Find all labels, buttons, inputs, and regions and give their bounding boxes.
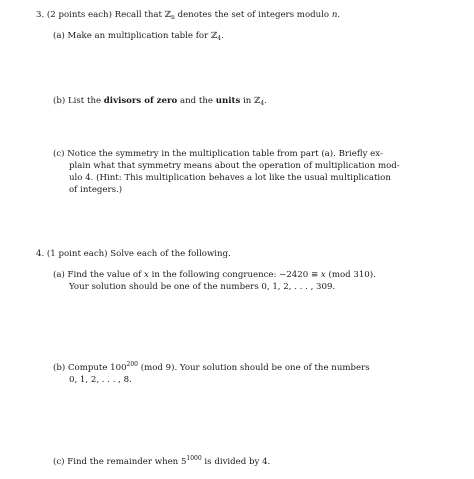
q3b-mid: and the xyxy=(177,96,216,106)
q3-header-var: n xyxy=(331,10,338,20)
question-3a xyxy=(53,31,224,43)
q4a-var: x xyxy=(144,270,149,280)
q4c-exponent: 1000 xyxy=(186,455,202,462)
question-3c-line-2: plain what that symmetry means about the operation of multiplication mod- xyxy=(69,161,400,171)
q4b-exponent: 200 xyxy=(126,361,138,368)
question-4a-line-1 xyxy=(53,270,376,282)
question-4c xyxy=(53,457,270,469)
q3a-sub: 4 xyxy=(217,35,222,42)
q4b-end: (mod 9). Your solution should be one of the numbers xyxy=(138,363,370,373)
q4a-var2: x xyxy=(320,270,326,280)
q3b-prefix: (b) List the xyxy=(53,96,104,106)
q4a-mid: in the following congruence: −2420 ≡ xyxy=(148,270,321,280)
q3-header-end: . xyxy=(337,10,341,20)
q4b-prefix: (b) Compute 100 xyxy=(53,363,127,373)
q3-header-sub: n xyxy=(170,14,175,21)
q3-header-text: 3. (2 points each) Recall that ℤ xyxy=(36,10,171,20)
q3b-end: . xyxy=(264,96,267,106)
q4a-prefix: (a) Find the value of xyxy=(53,270,145,280)
q3b-divisors-of-zero: divisors of zero xyxy=(103,96,178,106)
question-3-header xyxy=(36,10,340,22)
question-3b xyxy=(53,96,267,108)
q3b-units: units xyxy=(215,96,241,106)
q3b-in: in ℤ xyxy=(240,96,261,106)
question-3c-line-3: ulo 4. (Hint: This multiplication behaves a lot like the usual multiplication xyxy=(69,173,391,183)
q3a-text: (a) Make an multiplication table for ℤ xyxy=(53,31,218,41)
q4c-end: is divided by 4. xyxy=(201,457,271,467)
question-4-header: 4. (1 point each) Solve each of the following. xyxy=(36,249,231,259)
q3b-sub: 4 xyxy=(260,100,265,107)
question-4b-line-2: 0, 1, 2, . . . , 8. xyxy=(69,375,132,385)
question-4b-line-1 xyxy=(53,363,370,375)
q4a-end: (mod 310). xyxy=(325,270,376,280)
q3-header-rest: denotes the set of integers modulo xyxy=(174,10,332,20)
q4c-prefix: (c) Find the remainder when 5 xyxy=(53,457,187,467)
question-3c-line-1: (c) Notice the symmetry in the multiplication table from part (a). Briefly ex- xyxy=(53,149,383,159)
question-3c-line-4: of integers.) xyxy=(69,185,123,195)
question-4a-line-2: Your solution should be one of the numbers 0, 1, 2, . . . , 309. xyxy=(69,282,336,292)
q3a-end: . xyxy=(221,31,224,41)
